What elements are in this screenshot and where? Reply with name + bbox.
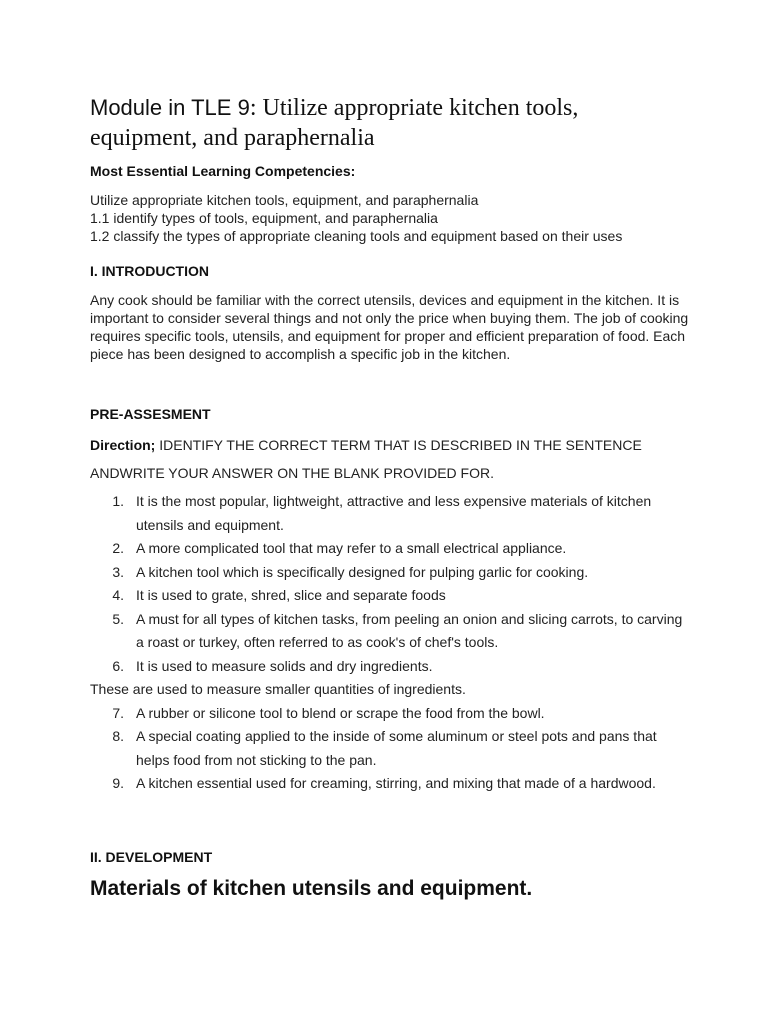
question-item (90, 561, 690, 585)
question-item (90, 725, 690, 772)
introduction-paragraph: Any cook should be familiar with the correct utensils, devices and equipment in the kitchen. It is important to consider several things and not only the price when buying them. The job of cooking requires specific tools, utensils, and equipment for proper and efficient preparation of food. Each piece has been designed to accomplish a specific job in the kitchen. (90, 292, 689, 362)
development-heading: II. DEVELOPMENT (90, 849, 213, 865)
question-item (90, 702, 690, 726)
question-number: 9. (112, 775, 124, 791)
direction-label: Direction; (90, 437, 156, 453)
question-number: 8. (112, 728, 124, 744)
competencies-heading: Most Essential Learning Competencies: (90, 163, 356, 179)
question-number: 3. (112, 563, 124, 580)
question-number: 4. (112, 587, 124, 603)
question-number: 6. (112, 657, 124, 674)
question-item (90, 537, 690, 561)
question-list (90, 490, 690, 796)
question-text: It is used to grate, shred, slice and separate foods (136, 587, 446, 603)
direction-text: IDENTIFY THE CORRECT TERM THAT IS DESCRIBED IN THE SENTENCE ANDWRITE YOUR ANSWER ON THE BLANK PROVIDED FOR. (90, 437, 642, 481)
competency-line: 1.2 classify the types of appropriate cleaning tools and equipment based on their uses (90, 228, 623, 244)
question-item (90, 655, 690, 679)
interlude-line: These are used to measure smaller quantities of ingredients. (90, 681, 466, 697)
question-text: A kitchen essential used for creaming, stirring, and mixing that made of a hardwood. (136, 775, 656, 791)
question-item (90, 490, 690, 537)
question-item (90, 584, 690, 608)
question-text: A must for all types of kitchen tasks, from peeling an onion and slicing carrots, to carving a roast or turkey, often referred to as cook's of chef's tools. (136, 610, 683, 650)
question-item (90, 772, 690, 796)
question-text: It is the most popular, lightweight, attractive and less expensive materials of kitchen utensils and equipment. (136, 493, 652, 533)
module-title-rest: : Utilize appropriate kitchen tools, equipment, and paraphernalia (90, 95, 579, 151)
question-number: 2. (112, 540, 124, 556)
competency-line: 1.1 identify types of tools, equipment, and paraphernalia (90, 210, 438, 226)
question-item (90, 608, 690, 655)
pre-assessment-heading: PRE-ASSESMENT (90, 406, 211, 422)
development-subheading: Materials of kitchen utensils and equipment. (90, 877, 533, 900)
question-text: A rubber or silicone tool to blend or scrape the food from the bowl. (136, 704, 545, 721)
direction-paragraph (90, 431, 690, 487)
question-text: A special coating applied to the inside of some aluminum or steel pots and pans that helps food from not sticking to the pan. (136, 728, 657, 768)
question-number: 7. (112, 704, 124, 721)
question-number: 5. (112, 610, 124, 627)
module-title (90, 93, 690, 153)
question-text: It is used to measure solids and dry ingredients. (136, 657, 433, 674)
competency-line: Utilize appropriate kitchen tools, equipment, and paraphernalia (90, 192, 479, 208)
question-text: A more complicated tool that may refer to a small electrical appliance. (136, 540, 567, 556)
module-title-prefix: Module in TLE 9 (90, 95, 250, 120)
question-number: 1. (112, 493, 124, 509)
introduction-heading: I. INTRODUCTION (90, 263, 209, 279)
question-text: A kitchen tool which is specifically designed for pulping garlic for cooking. (136, 563, 589, 580)
